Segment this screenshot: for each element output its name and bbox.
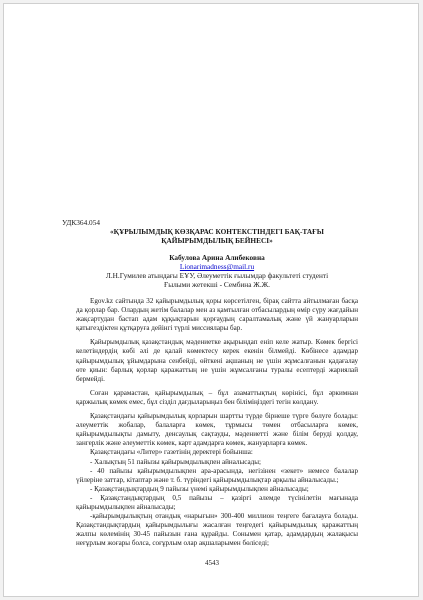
- page-number: 4543: [205, 559, 219, 567]
- article-body: [62, 218, 358, 548]
- list-item: - Қазақстандықтардың 9 пайызы үнемі қайырымдылықпен айналысады;: [90, 484, 309, 493]
- list-item: -қайырымдылықтың отандық «нарығын» 300-400 миллион теңгеге бағалауға болады. Қазақстандықтардың қайырымдылығы жасалған теңгедегі қайырымдылық қаражаттың жалпы көлемінің 30-45 пайызын ғана құрайды. Сонымен қатар, адамдардың жалақысы неғұрлым жоғары болса, соғұрлым олар ақшаларымен бөліседі;: [76, 512, 358, 548]
- author-affiliation: Л.Н.Гумилев атындағы ЕҰУ, Әлеуметтік ғылымдар факультеті студенті: [105, 271, 329, 280]
- paragraph: Egov.kz сайтында 32 қайырымдылық қоры көрсетілген, бірақ сайтта айтылмаған басқа да қорлар бар. Олардың жетім балалар мен аз қамтылған отбасылардың өмір сүру жағдайын жақсартудан бастап адам құқықтарын қорғаудың саралтамалық және үй жануарларын қатыгездіктен құтқаруға дейінгі түрлі миссиялары бар.: [76, 297, 358, 333]
- author-email-link[interactable]: Lionarimadness@mail.ru: [179, 262, 255, 271]
- list-item: - Халықтың 51 пайызы қайырымдылықпен айналысады;: [90, 457, 261, 466]
- article-title: «ҚҰРЫЛЫМДЫҚ КӨЗҚАРАС КОНТЕКСТІНДЕГІ БАҚ-ТАҒЫ ҚАЙЫРЫМДЫЛЫҚ БЕЙНЕСІ»: [110, 227, 324, 245]
- paragraph: Қазақстандағы қайырымдылық қорларын шартты түрде бірнеше түрге бөлуге болады: әлеуметтік жобалар, балаларға көмек, тұрмысы төмен отбасыларға көмек, қайырымдылықты дамыту, денсаулық сақтауды, мәдениетті және білім беруді қолдау, зангерлік және әлеуметтік көмек, карт адамдарға көмек, жануарларға көмек.: [76, 412, 358, 448]
- author-name: Кабулова Арина Алибековна: [169, 253, 265, 262]
- paragraph: Соған қарамастан, қайырымдылық – бұл азаматтықтың көрінісі, бұл әркимнан қаржылық көмек емес, бұл сізділ дағдыларыңыз бен біліміңіздегі тегін көлдану.: [76, 388, 358, 406]
- udk-code: УДК364.054: [62, 218, 100, 227]
- main-text: [76, 297, 358, 548]
- list-item: - Қазақстандықтардың 0,5 пайызы – қазіргі әлемде түсінілетін мағынада қайырымдылықпен айналысады;: [76, 493, 358, 511]
- paragraph: Қайырымдылық қазақстандық мәдениетке ақырындап еніп келе жатыр. Көмек бергісі келетіндердің көбі әлі де қалай көмектесу керек екенін білмейді. Көбінесе адамдар қайырымдылық ұйымдарына сенбейді, өйткені ақшаның не үшін жұмсалғанын қадағалау өте қиын: барлық қорлар қаражаттың не үшін жұмсалғаны туралы есептерді жариялай бермейді.: [76, 338, 358, 383]
- document-page: [3, 3, 419, 597]
- list-item: - 40 пайызы қайырымдылықпен ара-арасында, негізінен «зекет» немесе балалар үйлеріне заттар, кітаптар және т. б. түріндегі қайырымдылықтар арқылы айналысады.;: [76, 466, 358, 484]
- supervisor-line: Ғылыми жетекші - Сембина Ж.Ж.: [163, 280, 270, 289]
- paragraph: Қазақстандағы «Литер» газетінің деректері бойынша:: [90, 448, 253, 457]
